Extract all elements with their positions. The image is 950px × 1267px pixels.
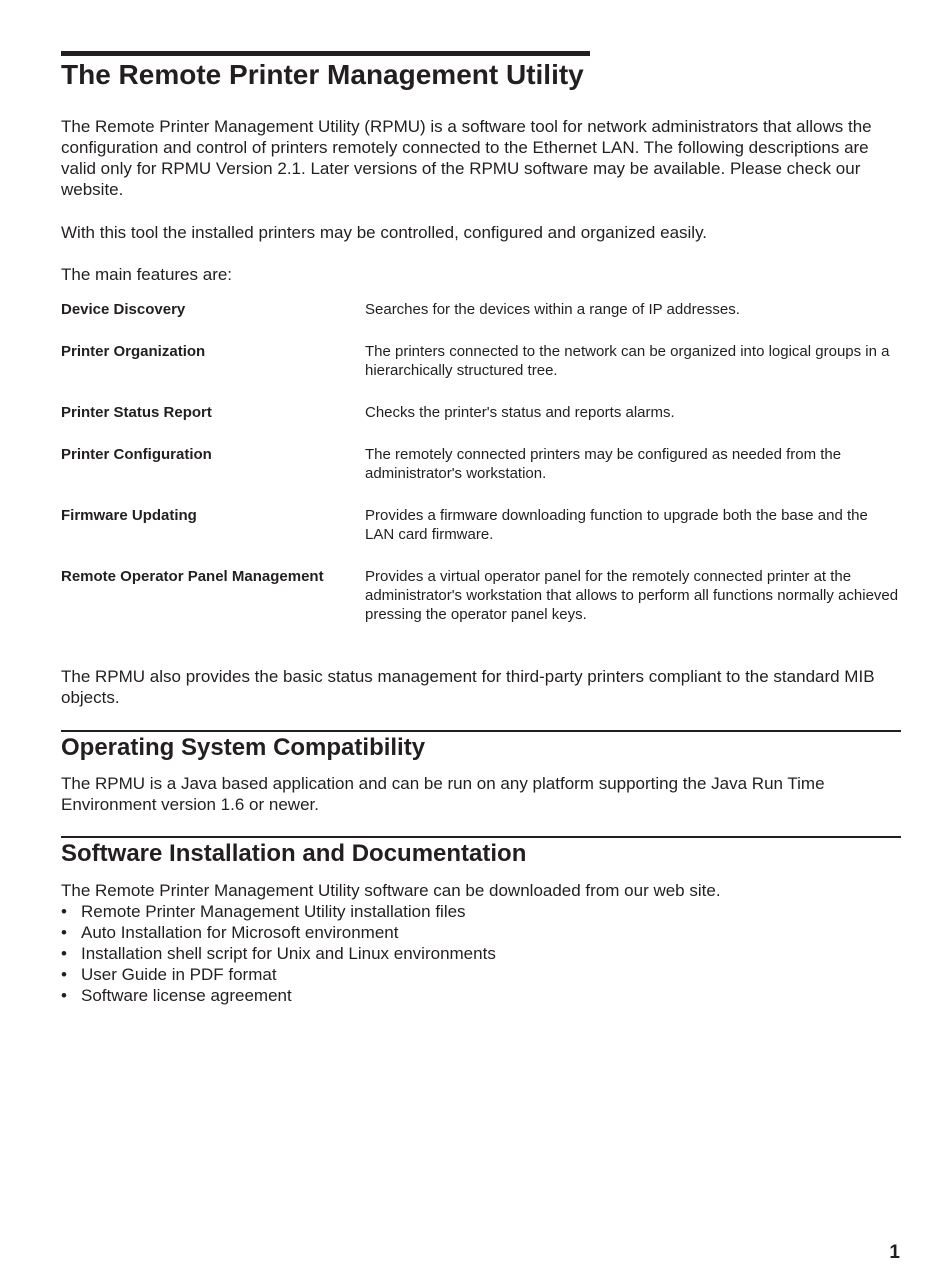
list-item-text: User Guide in PDF format <box>81 965 277 984</box>
list-item <box>61 901 901 922</box>
os-section-text: The RPMU is a Java based application and can be run on any platform supporting the Java Run Time Environment version 1.6 or newer. <box>61 774 825 814</box>
install-items-list <box>61 901 901 1006</box>
list-item-text: Remote Printer Management Utility installation files <box>81 902 466 921</box>
install-section-intro: The Remote Printer Management Utility software can be downloaded from our web site. <box>61 881 721 900</box>
feature-term: Printer Configuration <box>61 446 212 463</box>
feature-term: Printer Status Report <box>61 404 212 421</box>
feature-description: The printers connected to the network can be organized into logical groups in a hierarchically structured tree. <box>365 343 890 379</box>
bullet-icon: • <box>61 965 67 984</box>
list-item-text: Installation shell script for Unix and Linux environments <box>81 944 496 963</box>
intro-paragraph: The Remote Printer Management Utility (RPMU) is a software tool for network administrators that allows the configuration and control of printers remotely connected to the Ethernet LAN. The following descriptions are valid only for RPMU Version 2.1. Later versions of the RPMU software may be available. Please check our website. <box>61 117 872 199</box>
list-item <box>61 943 901 964</box>
bullet-icon: • <box>61 986 67 1005</box>
bullet-icon: • <box>61 923 67 942</box>
feature-term: Firmware Updating <box>61 507 197 524</box>
page-number: 1 <box>889 1242 900 1263</box>
list-item-text: Auto Installation for Microsoft environment <box>81 923 399 942</box>
feature-term: Device Discovery <box>61 301 186 318</box>
page-title: The Remote Printer Management Utility <box>61 59 584 90</box>
list-item <box>61 964 901 985</box>
feature-description: Searches for the devices within a range of IP addresses. <box>365 301 740 318</box>
feature-description: Provides a firmware downloading function to upgrade both the base and the LAN card firmware. <box>365 507 868 543</box>
feature-row <box>61 300 901 319</box>
feature-row <box>61 506 901 544</box>
section-rule <box>61 730 901 732</box>
bullet-icon: • <box>61 902 67 921</box>
section-rule <box>61 836 901 838</box>
os-section-heading: Operating System Compatibility <box>61 734 426 761</box>
feature-row <box>61 445 901 483</box>
feature-row <box>61 403 901 422</box>
feature-description: Provides a virtual operator panel for the remotely connected printer at the administrator's workstation that allows to perform all functions normally achieved pressing the operator panel keys. <box>365 568 899 623</box>
title-rule <box>61 51 590 56</box>
features-list <box>61 300 901 645</box>
third-party-paragraph: The RPMU also provides the basic status management for third-party printers compliant to the standard MIB objects. <box>61 667 875 707</box>
list-item-text: Software license agreement <box>81 986 292 1005</box>
list-item <box>61 985 901 1006</box>
tool-summary-paragraph: With this tool the installed printers may be controlled, configured and organized easily. <box>61 223 708 242</box>
feature-term: Printer Organization <box>61 343 206 360</box>
feature-row <box>61 342 901 380</box>
features-lead-in: The main features are: <box>61 265 233 284</box>
feature-description: The remotely connected printers may be configured as needed from the administrator's workstation. <box>365 446 842 482</box>
install-section-heading: Software Installation and Documentation <box>61 840 527 867</box>
bullet-icon: • <box>61 944 67 963</box>
feature-row <box>61 567 901 624</box>
feature-description: Checks the printer's status and reports alarms. <box>365 404 675 421</box>
list-item <box>61 922 901 943</box>
feature-term: Remote Operator Panel Management <box>61 568 324 585</box>
